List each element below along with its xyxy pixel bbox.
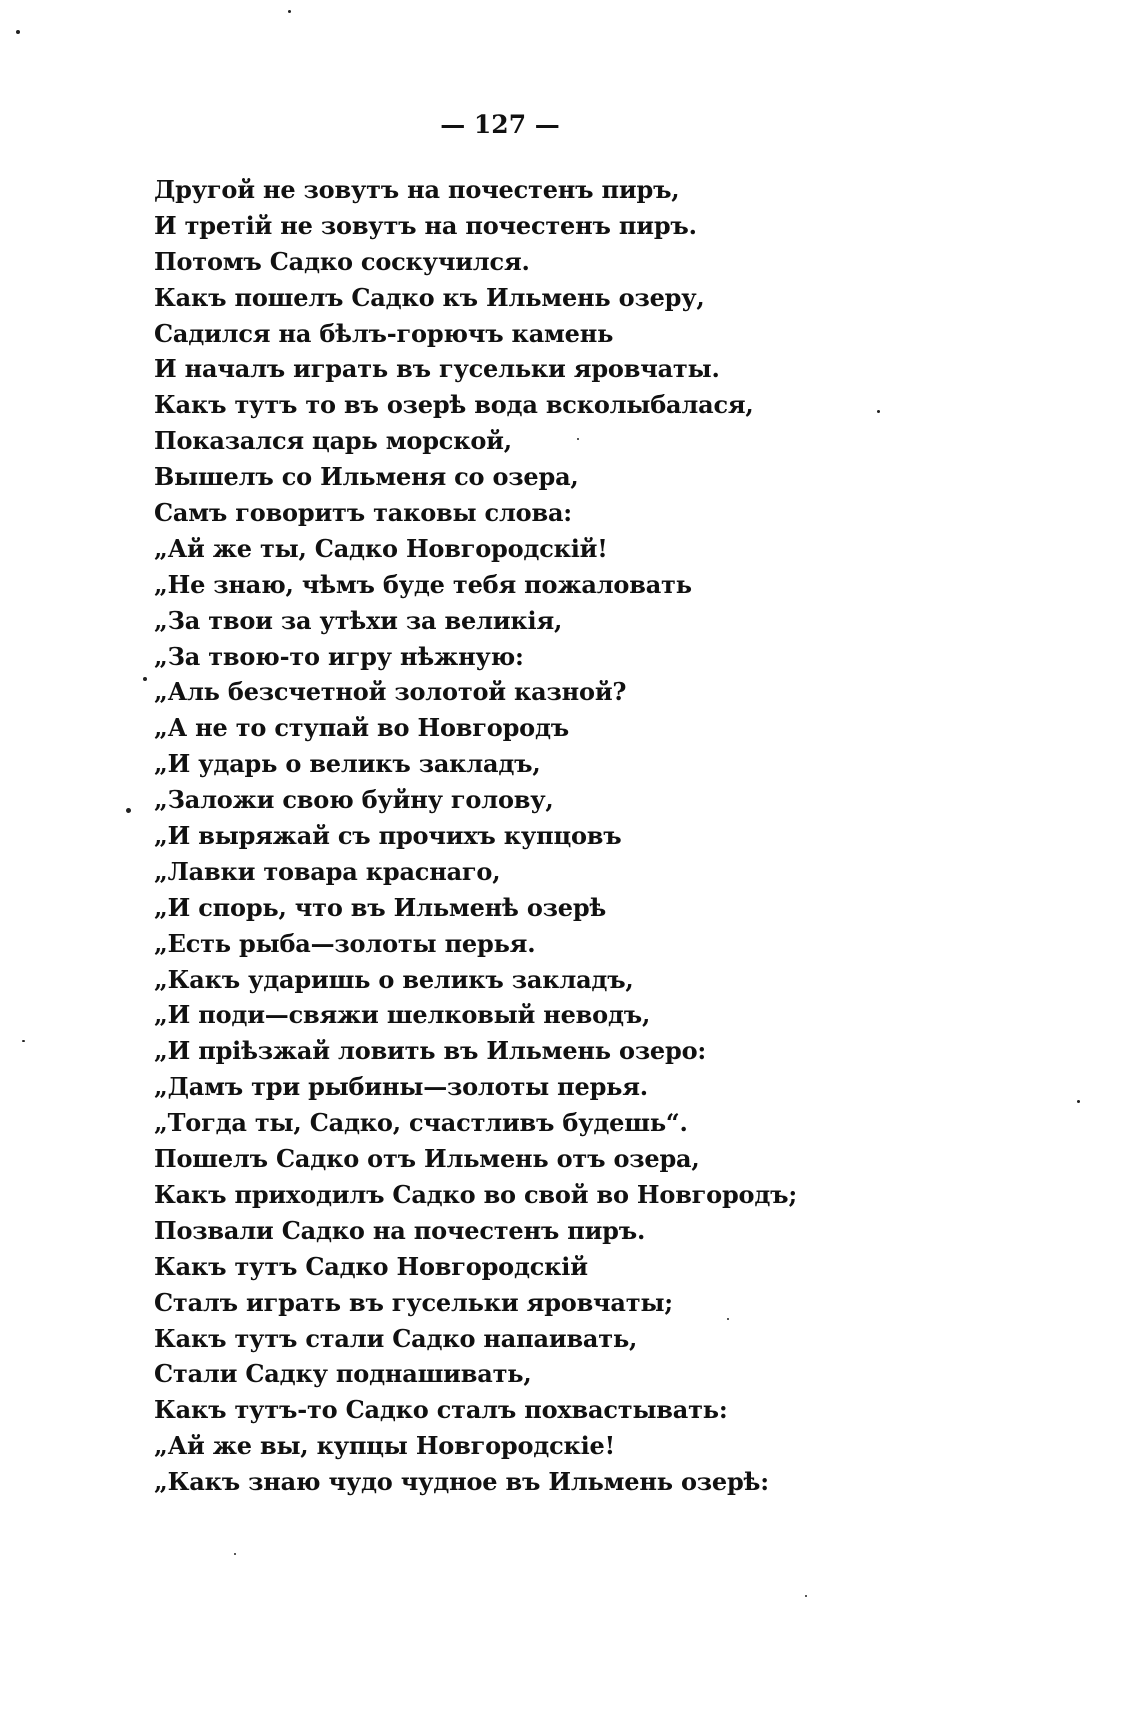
poem-line: Показался царь морской, <box>154 426 512 456</box>
poem-line: Какъ пошелъ Садко къ Ильмень озеру, <box>154 282 705 312</box>
poem-line: „Не знаю, чѣмъ буде тебя пожаловать <box>154 569 692 599</box>
poem-line: „Лавки товара краснаго, <box>154 856 501 886</box>
poem-line: „За твою-то игру нѣжную: <box>154 641 524 671</box>
poem-line: „Аль безсчетной золотой казной? <box>154 677 627 707</box>
poem-line: Самъ говоритъ таковы слова: <box>154 498 572 528</box>
poem-line: „И выряжай съ прочихъ купцовъ <box>154 821 622 851</box>
poem-line: Стали Садку поднашивать, <box>154 1359 532 1389</box>
scan-speck <box>577 438 579 440</box>
poem-line: Садился на бѣлъ-горючъ камень <box>154 318 614 348</box>
poem-line: Пошелъ Садко отъ Ильмень отъ озера, <box>154 1144 700 1174</box>
poem-line: Сталъ играть въ гусельки яровчаты; <box>154 1287 673 1317</box>
poem-line: „Заложи свою буйну голову, <box>154 785 554 815</box>
scan-speck <box>16 30 20 34</box>
scan-speck <box>22 1040 25 1042</box>
scan-speck <box>143 677 147 681</box>
poem-line: Потомъ Садко соскучился. <box>154 246 530 276</box>
scan-speck <box>288 10 291 13</box>
poem-line: „Какъ ударишь о великъ закладъ, <box>154 964 634 994</box>
scan-speck <box>877 410 880 413</box>
scan-speck <box>126 808 131 813</box>
scan-speck <box>805 1595 807 1597</box>
page-number: — 127 — <box>440 110 560 139</box>
poem-line: И третій не зовутъ на почестенъ пиръ. <box>154 210 697 240</box>
poem-line: „За твои за утѣхи за великія, <box>154 605 563 635</box>
poem-line: „Есть рыба—золоты перья. <box>154 928 536 958</box>
poem-line: „И поди—свяжи шелковый неводъ, <box>154 1000 651 1030</box>
poem-line: Какъ приходилъ Садко во свой во Новгородъ; <box>154 1179 798 1209</box>
scan-speck <box>727 1318 729 1320</box>
poem-line: Какъ тутъ Садко Новгородскій <box>154 1251 588 1281</box>
poem-text <box>154 172 797 1500</box>
poem-line: „А не то ступай во Новгородъ <box>154 713 569 743</box>
poem-line: „Ай же ты, Садко Новгородскій! <box>154 533 608 563</box>
poem-line: „Какъ знаю чудо чудное въ Ильмень озерѣ: <box>154 1467 769 1497</box>
poem-line: „И ударь о великъ закладъ, <box>154 749 541 779</box>
poem-line: Какъ тутъ-то Садко сталъ похвастывать: <box>154 1395 728 1425</box>
scan-speck <box>1077 1100 1080 1103</box>
scan-speck <box>234 1553 236 1555</box>
poem-line: Другой не зовутъ на почестенъ пиръ, <box>154 175 680 204</box>
poem-line: „И пріѣзжай ловить въ Ильмень озеро: <box>154 1036 707 1066</box>
poem-line: И началъ играть въ гусельки яровчаты. <box>154 354 720 384</box>
poem-line: „Дамъ три рыбины—золоты перья. <box>154 1072 648 1102</box>
poem-line: Позвали Садко на почестенъ пиръ. <box>154 1215 646 1245</box>
poem-line: „И спорь, что въ Ильменѣ озерѣ <box>154 892 607 922</box>
poem-line: Какъ тутъ то въ озерѣ вода всколыбалася, <box>154 390 754 420</box>
poem-line: Какъ тутъ стали Садко напаивать, <box>154 1323 638 1353</box>
poem-line: Вышелъ со Ильменя со озера, <box>154 462 579 492</box>
poem-line: „Ай же вы, купцы Новгородскіе! <box>154 1431 615 1461</box>
poem-line: „Тогда ты, Садко, счастливъ будешь“. <box>154 1108 688 1138</box>
